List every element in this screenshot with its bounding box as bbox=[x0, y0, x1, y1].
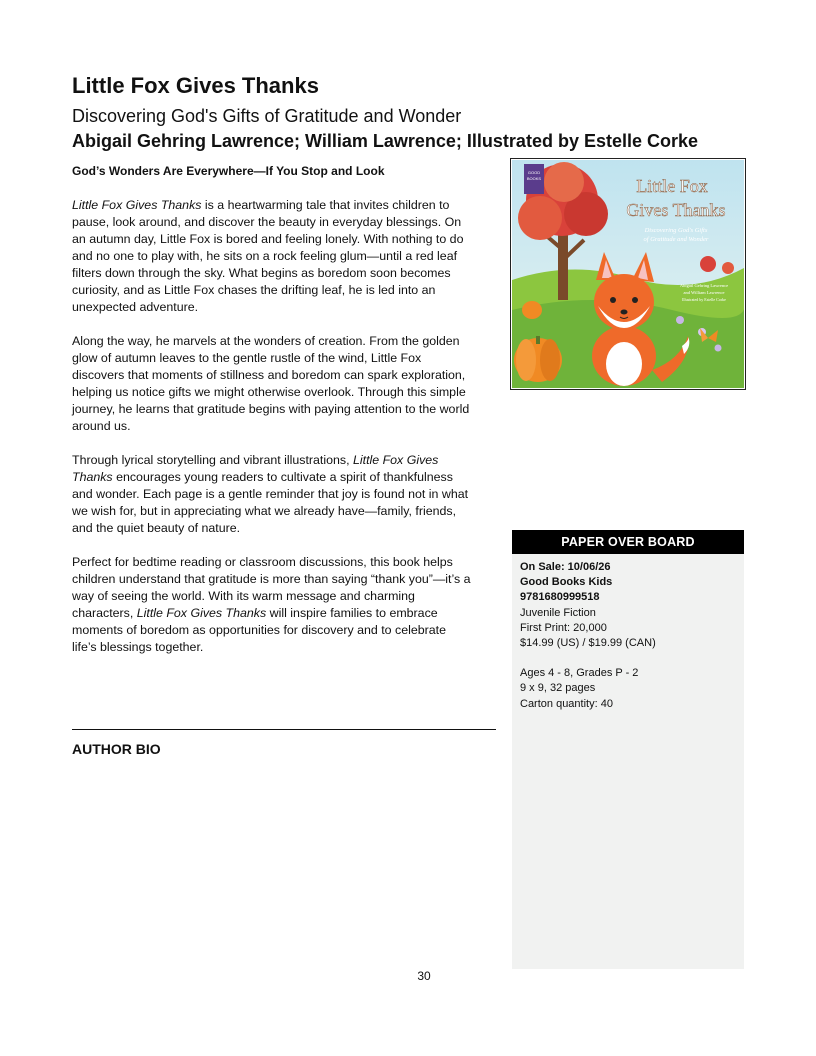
description-headline: God’s Wonders Are Everywhere—If You Stop and Look bbox=[72, 164, 385, 178]
price: $14.99 (US) / $19.99 (CAN) bbox=[520, 637, 656, 650]
book-title-inline: Little Fox Gives Thanks bbox=[72, 453, 439, 484]
cover-illustration bbox=[512, 160, 744, 388]
paragraph-text: encourages young readers to cultivate a spirit of thankfulness and wonder. Each page is a gentle reminder that joy is found not in what we wish for, but in appreciating what we already have—family, friends, and the quiet beauty of nature. bbox=[72, 470, 469, 535]
age-range: Ages 4 - 8, Grades P - 2 bbox=[520, 667, 639, 680]
publisher: Good Books Kids bbox=[520, 576, 613, 589]
book-authors: Abigail Gehring Lawrence; William Lawrence; Illustrated by Estelle Corke bbox=[72, 131, 699, 151]
book-subtitle: Discovering God's Gifts of Gratitude and Wonder bbox=[72, 106, 462, 126]
book-title-inline: Little Fox Gives Thanks bbox=[136, 606, 267, 620]
book-cover-image bbox=[510, 158, 746, 390]
description-paragraph-1 bbox=[72, 197, 472, 316]
paragraph-text: Through lyrical storytelling and vibrant illustrations, bbox=[72, 453, 353, 467]
cover-illustrator-line: Illustrated by Estelle Corke bbox=[682, 297, 726, 302]
cover-badge-line-2: BOOKS bbox=[526, 176, 542, 181]
description-paragraph-3 bbox=[72, 452, 472, 537]
author-bio-heading: AUTHOR BIO bbox=[72, 741, 161, 757]
book-title-inline: Little Fox Gives Thanks bbox=[72, 198, 202, 212]
section-divider bbox=[72, 729, 496, 730]
product-details-panel bbox=[512, 530, 744, 969]
carton-quantity: Carton quantity: 40 bbox=[520, 697, 613, 710]
paragraph-text: is a heartwarming tale that invites children to pause, look around, and discover the beauty in everyday blessings. On an autumn day, Little Fox is bored and feeling lonely. With nothing to do and no one to play with, he sits on a rock feeling glum—until a red leaf filters down through the sky. What begins as boredom soon becomes curiosity, and as Little Fox chases the drifting leaf, he is led into an unexpected adventure. bbox=[72, 198, 464, 314]
paragraph-text: Perfect for bedtime reading or classroom discussions, this book helps children understand that gratitude is more than saying “thank you”—it’s a way of seeing the world. With its warm message and charming characters, bbox=[72, 555, 471, 620]
cover-author-line-1: Abigail Gehring Lawrence bbox=[679, 283, 729, 288]
paragraph-text: will inspire families to embrace moments of boredom as opportunities for discovery and to celebrate life’s blessings together. bbox=[72, 606, 446, 654]
first-print: First Print: 20,000 bbox=[520, 621, 607, 634]
cover-title-line-1: Little Fox bbox=[636, 176, 708, 196]
description-paragraph-2: Along the way, he marvels at the wonders of creation. From the golden glow of autumn leaves to the gentle rustle of the wind, Little Fox discovers that moments of stillness and boredom can spark exploration, helping us notice gifts we might otherwise overlook. Through this simple journey, he learns that gratitude begins with paying attention to the world around us. bbox=[72, 334, 470, 433]
on-sale-date: On Sale: 10/06/26 bbox=[520, 561, 611, 573]
cover-badge-line-1: GOOD bbox=[527, 170, 541, 175]
description-paragraph-4 bbox=[72, 554, 472, 656]
product-details bbox=[512, 554, 744, 718]
cover-subtitle-line-2: of Gratitude and Wonder bbox=[643, 236, 709, 243]
page-number: 30 bbox=[417, 969, 431, 983]
book-title: Little Fox Gives Thanks bbox=[72, 73, 319, 98]
cover-author-line-2: and William Lawrence bbox=[683, 290, 725, 295]
description bbox=[72, 163, 472, 673]
category: Juvenile Fiction bbox=[520, 606, 596, 619]
trim-size: 9 x 9, 32 pages bbox=[520, 682, 596, 695]
cover-subtitle-line-1: Discovering God's Gifts bbox=[644, 227, 708, 234]
cover-title-line-2: Gives Thanks bbox=[626, 200, 726, 220]
isbn: 9781680999518 bbox=[520, 591, 600, 604]
format-heading: PAPER OVER BOARD bbox=[512, 530, 744, 554]
